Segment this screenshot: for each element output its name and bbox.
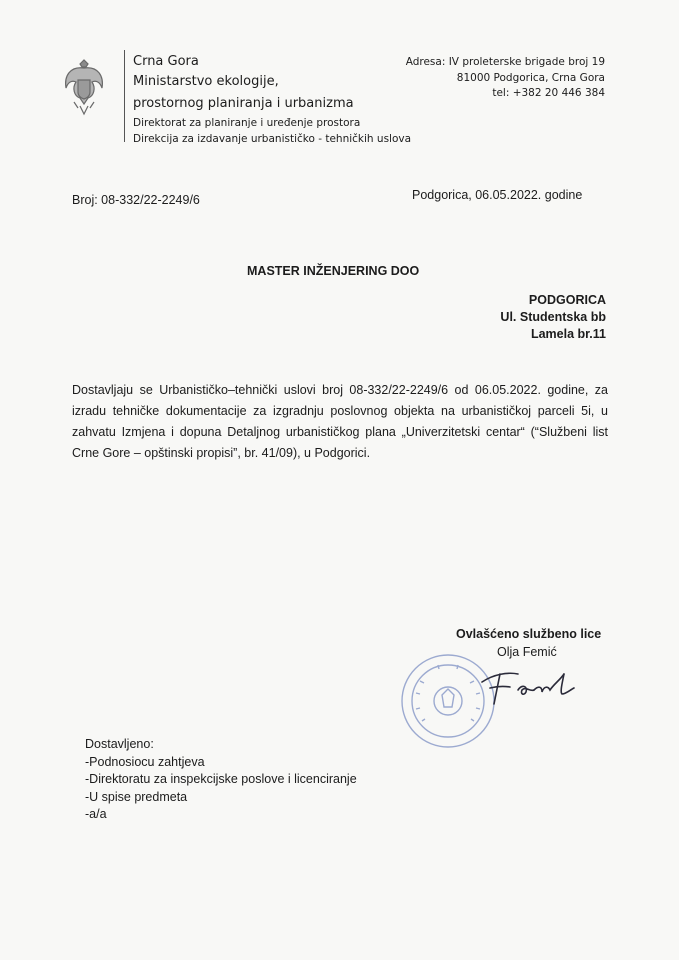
directorate-line1: Direktorat za planiranje i uređenje prostora [133, 117, 361, 129]
recipient-street: Ul. Studentska bb [500, 310, 606, 324]
reference-number: Broj: 08-332/22-2249/6 [72, 193, 200, 207]
ministry-header [133, 52, 411, 147]
recipient-name: MASTER INŽENJERING DOO [247, 264, 420, 278]
place-date: Podgorica, 06.05.2022. godine [412, 188, 583, 202]
recipient-building: Lamela br.11 [530, 327, 606, 341]
header-divider [124, 50, 125, 142]
ministry-name-line1: Ministarstvo ekologije, [133, 74, 279, 89]
address-phone: tel: +382 20 446 384 [492, 87, 605, 99]
coat-of-arms-icon [60, 58, 108, 116]
address-line1: Adresa: IV proleterske brigade broj 19 [405, 56, 605, 68]
handwritten-signature [474, 660, 604, 712]
list-item: -U spise predmeta [85, 789, 188, 804]
distribution-heading: Dostavljeno: [85, 737, 154, 751]
body-paragraph: Dostavljaju se Urbanističko–tehnički uslovi broj 08-332/22-2249/6 od 06.05.2022. godine, za izradu tehničke dokumentacije za izgradnju poslovnog objekta na urbanističkoj parceli 5i, u zahvatu Izmjena i dopuna Detaljnog urbanističkog plana „Univerzitetski centar“ (“Službeni list Crne Gore – opštinski propisi”, br. 41/09), u Podgorici. [72, 383, 608, 460]
signer-name: Olja Femić [497, 645, 557, 659]
directorate-line2: Direkcija za izdavanje urbanističko - tehničkih uslova [133, 133, 412, 145]
ministry-address [406, 55, 605, 102]
list-item: -a/a [85, 807, 107, 821]
country-name: Crna Gora [133, 54, 199, 69]
address-line2: 81000 Podgorica, Crna Gora [456, 71, 605, 84]
distribution-list [85, 736, 357, 824]
recipient-city: PODGORICA [528, 293, 606, 307]
list-item: -Direktoratu za inspekcijske poslove i licenciranje [85, 772, 357, 786]
list-item: -Podnosiocu zahtjeva [85, 754, 205, 769]
recipient-address [500, 292, 606, 343]
signer-title: Ovlašćeno službeno lice [456, 627, 602, 641]
ministry-name-line2: prostornog planiranja i urbanizma [133, 96, 354, 111]
